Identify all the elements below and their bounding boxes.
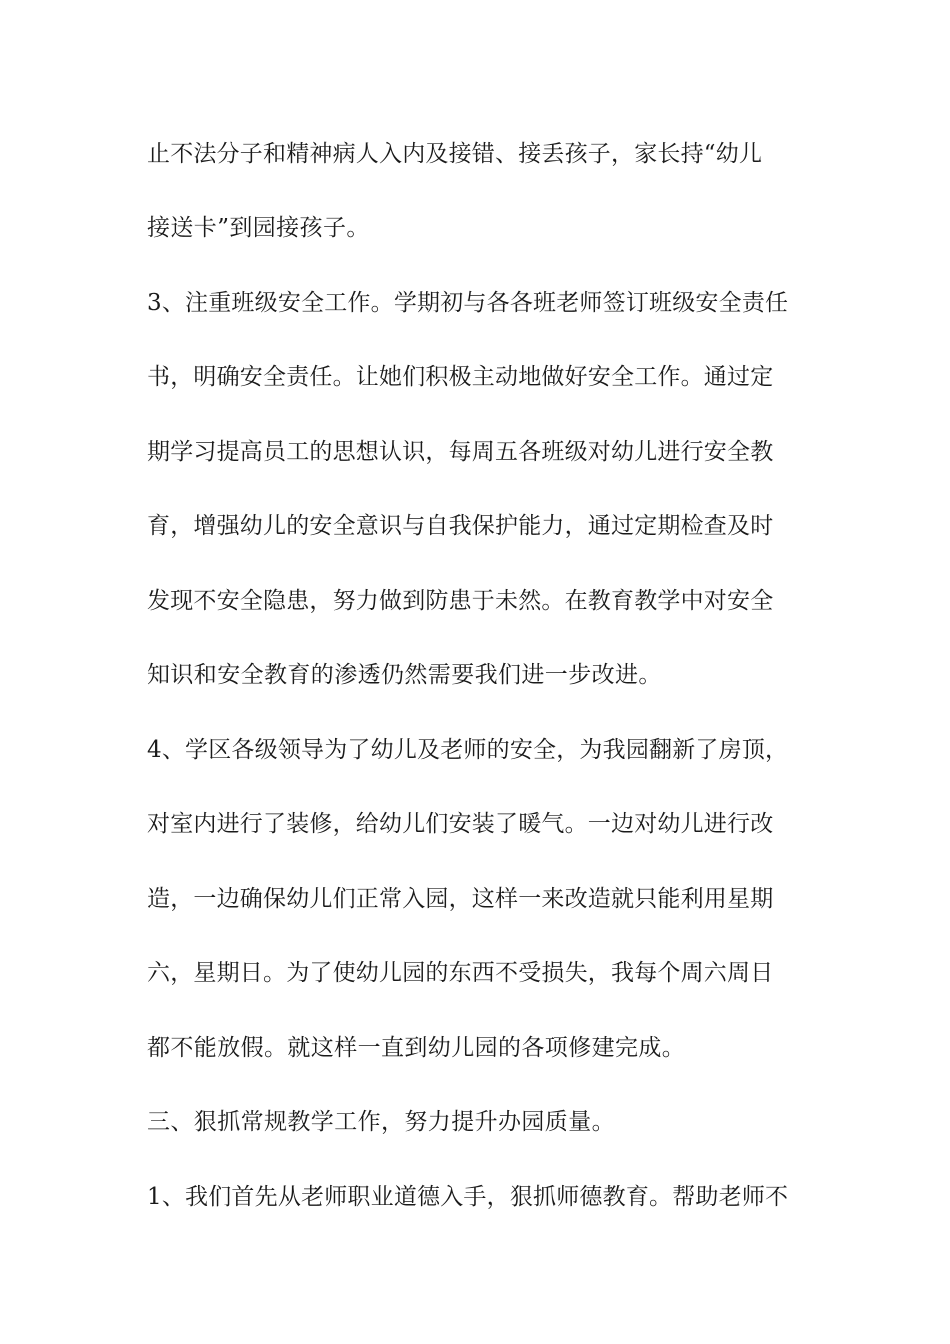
text-line: 对室内进行了装修，给幼儿们安装了暖气。一边对幼儿进行改 [147,811,774,837]
text-line: 4、学区各级领导为了幼儿及老师的安全，为我园翻新了房顶， [147,737,789,763]
text-line: 育，增强幼儿的安全意识与自我保护能力，通过定期检查及时 [147,513,774,539]
text-line: 六，星期日。为了使幼儿园的东西不受损失，我每个周六周日 [147,960,774,986]
text-line: 发现不安全隐患，努力做到防患于未然。在教育教学中对安全 [147,588,774,614]
text-line: 3、注重班级安全工作。学期初与各各班老师签订班级安全责任 [147,290,789,316]
text-line: 都不能放假。就这样一直到幼儿园的各项修建完成。 [147,1035,686,1061]
text-line: 造，一边确保幼儿们正常入园，这样一来改造就只能利用星期 [147,886,774,912]
text-line: 书，明确安全责任。让她们积极主动地做好安全工作。通过定 [147,364,774,390]
text-line: 期学习提高员工的思想认识，每周五各班级对幼儿进行安全教 [147,439,774,465]
text-line: 知识和安全教育的渗透仍然需要我们进一步改进。 [147,662,662,688]
text-line: 止不法分子和精神病人入内及接错、接丢孩子，家长持“幼儿 [147,141,763,167]
section-heading: 三、狠抓常规教学工作，努力提升办园质量。 [147,1109,615,1135]
text-line: 接送卡”到园接孩子。 [147,215,370,241]
text-line: 1、我们首先从老师职业道德入手，狠抓师德教育。帮助老师不 [147,1184,789,1210]
